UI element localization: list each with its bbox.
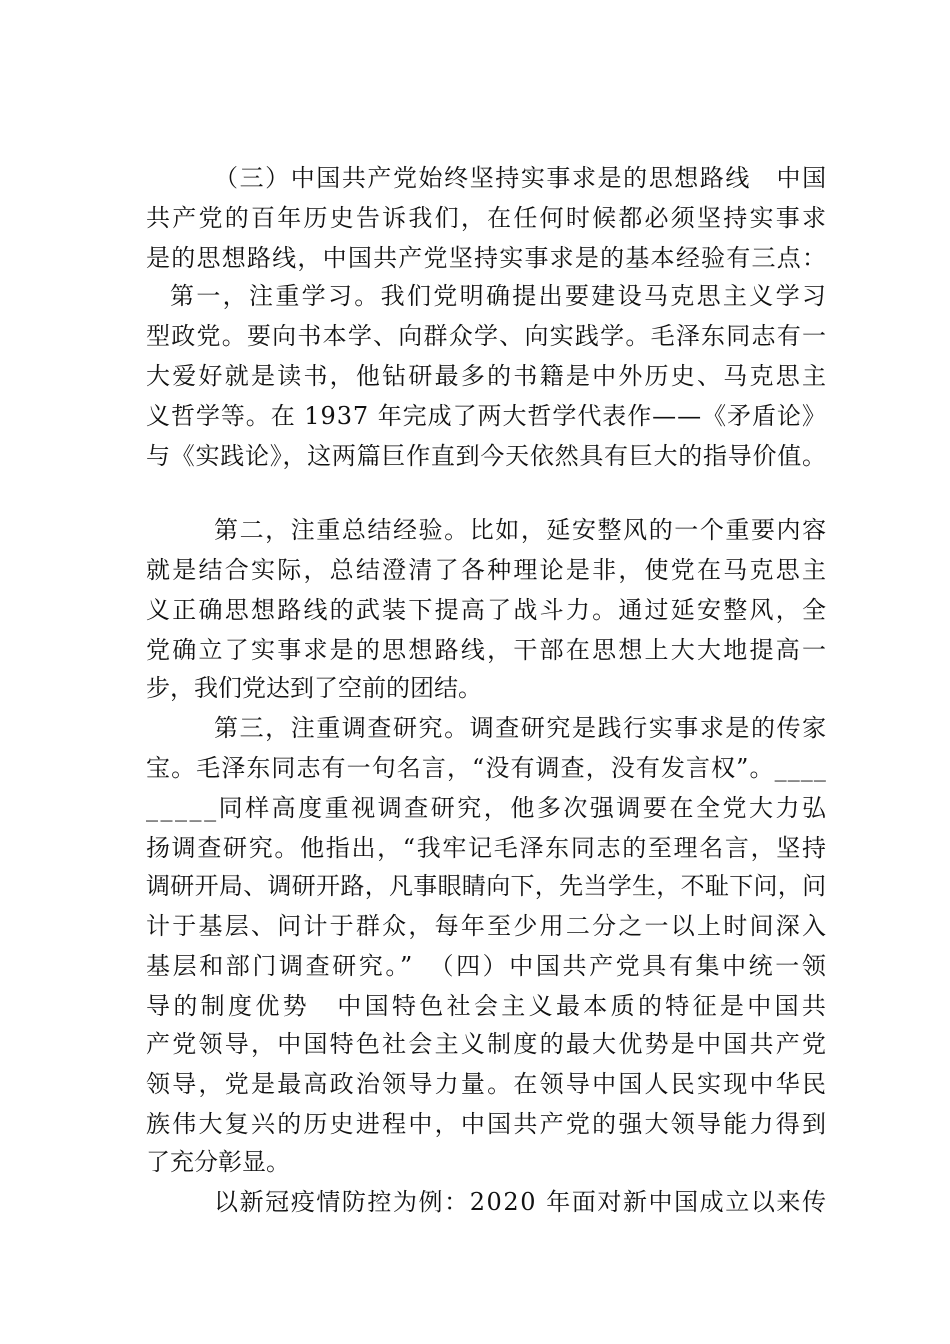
text-line: 就是结合实际，总结澄清了各种理论是非，使党在马克思主 (146, 556, 829, 584)
text-line: 与《实践论》，这两篇巨作直到今天依然具有巨大的指导价值。 (146, 442, 827, 470)
text-line: 党确立了实事求是的思想路线，干部在思想上大大地提高一 (146, 636, 829, 664)
text-line: 扬调查研究。他指出，“我牢记毛泽东同志的至理名言，坚持 (146, 834, 828, 862)
text-line: （三）中国共产党始终坚持实事求是的思想路线 中国 (214, 164, 828, 192)
text-line: 义正确思想路线的武装下提高了战斗力。通过延安整风，全 (146, 596, 829, 624)
text-line: 型政党。要向书本学、向群众学、向实践学。毛泽东同志有一 (146, 322, 828, 350)
text-line: 族伟大复兴的历史进程中，中国共产党的强大领导能力得到 (146, 1110, 829, 1138)
text-line: _____同样高度重视调查研究，他多次强调要在全党大力弘 (146, 794, 829, 822)
text-line: 基层和部门调查研究。” （四）中国共产党具有集中统一领 (146, 952, 829, 980)
text-line: 共产党的百年历史告诉我们，在任何时候都必须坚持实事求 (146, 204, 829, 232)
text-line: 调研开局、调研开路，凡事眼睛向下，先当学生，不耻下问，问 (146, 872, 827, 900)
text-line: 导的制度优势 中国特色社会主义最本质的特征是中国共 (146, 992, 830, 1020)
text-line: 第三，注重调查研究。调查研究是践行实事求是的传家 (214, 714, 828, 742)
text-line: 了充分彰显。 (146, 1148, 290, 1176)
text-line: 义哲学等。在 1937 年完成了两大哲学代表作——《矛盾论》 (146, 402, 827, 430)
text-line: 第一，注重学习。我们党明确提出要建设马克思主义学习 (170, 282, 829, 310)
text-line: 领导，党是最高政治领导力量。在领导中国人民实现中华民 (146, 1070, 829, 1098)
text-line: 是的思想路线，中国共产党坚持实事求是的基本经验有三点： (146, 244, 828, 272)
text-line: 计于基层、问计于群众，每年至少用二分之一以上时间深入 (146, 912, 829, 940)
text-line: 宝。毛泽东同志有一句名言，“没有调查，没有发言权”。____ (146, 754, 827, 782)
text-line: 第二，注重总结经验。比如，延安整风的一个重要内容 (214, 516, 828, 544)
text-line: 产党领导，中国特色社会主义制度的最大优势是中国共产党 (146, 1030, 829, 1058)
text-line: 以新冠疫情防控为例：2020 年面对新中国成立以来传 (214, 1188, 828, 1216)
text-line: 大爱好就是读书，他钻研最多的书籍是中外历史、马克思主 (146, 362, 829, 390)
text-line: 步，我们党达到了空前的团结。 (146, 674, 482, 702)
